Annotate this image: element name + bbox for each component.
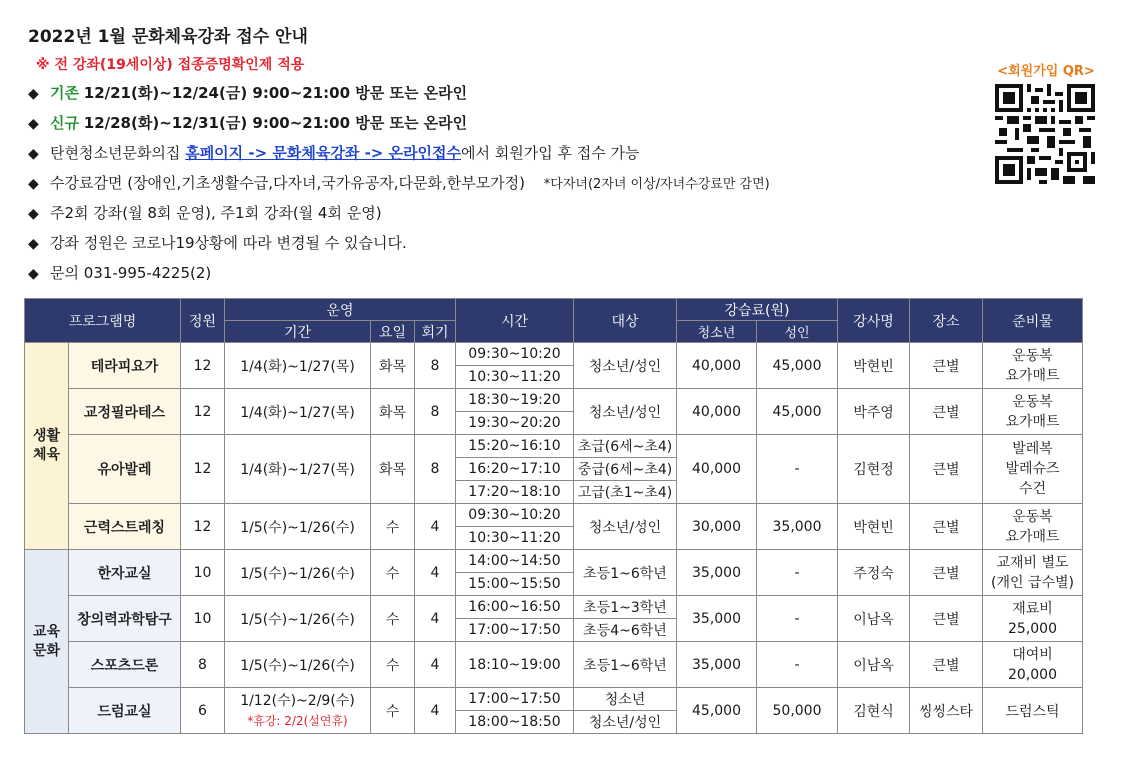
- instructor-cell: 박현빈: [838, 504, 910, 550]
- place-cell: 큰별: [910, 550, 983, 596]
- fee-adult-cell: 45,000: [757, 389, 838, 435]
- table-row: [25, 642, 1083, 688]
- sessions-cell: 8: [415, 343, 456, 389]
- table-row: [25, 343, 1083, 366]
- instructor-cell: 박현빈: [838, 343, 910, 389]
- fee-adult-cell: -: [757, 550, 838, 596]
- day-cell: 화목: [371, 435, 415, 504]
- fee-adult-cell: -: [757, 596, 838, 642]
- program-name: 유아발레: [69, 435, 181, 504]
- qr-label: <회원가입 QR>: [997, 64, 1095, 79]
- table-row: [25, 596, 1083, 619]
- instructor-cell: 김현정: [838, 435, 910, 504]
- schedule-info-line: [28, 198, 988, 228]
- header-instructor: 강사명: [838, 299, 910, 343]
- place-cell: 큰별: [910, 642, 983, 688]
- table-row: [25, 389, 1083, 412]
- period-cell: 1/5(수)~1/26(수): [225, 504, 371, 550]
- place-cell: 큰별: [910, 389, 983, 435]
- time-cell: 15:20~16:10: [456, 435, 574, 458]
- day-cell: 수: [371, 504, 415, 550]
- fee-youth-cell: 35,000: [677, 596, 757, 642]
- capacity-info-line: [28, 228, 988, 258]
- period-cell: 1/5(수)~1/26(수): [225, 642, 371, 688]
- new-label: 신규: [50, 114, 79, 132]
- supplies-cell: 운동복 요가매트: [983, 504, 1083, 550]
- header-supplies: 준비물: [983, 299, 1083, 343]
- time-cell: 10:30~11:20: [456, 527, 574, 550]
- program-name: 창의력과학탐구: [69, 596, 181, 642]
- header-program: 프로그램명: [25, 299, 181, 343]
- header-day: 요일: [371, 321, 415, 343]
- new-period: 12/28(화)~12/31(금) 9:00~21:00 방문 또는 온라인: [83, 114, 468, 132]
- contact-line: [28, 258, 988, 288]
- header-time: 시간: [456, 299, 574, 343]
- period-cell: 1/4(화)~1/27(목): [225, 389, 371, 435]
- schedule-info: 주2회 강좌(월 8회 운영), 주1회 강좌(월 4회 운영): [50, 204, 382, 222]
- place-cell: 큰별: [910, 435, 983, 504]
- day-cell: 화목: [371, 343, 415, 389]
- fee-youth-cell: 45,000: [677, 688, 757, 734]
- program-name: 한자교실: [69, 550, 181, 596]
- target-cell: 고급(초1~초4): [574, 481, 677, 504]
- capacity-cell: 6: [181, 688, 225, 734]
- time-cell: 09:30~10:20: [456, 343, 574, 366]
- online-registration-line: [28, 138, 988, 168]
- table-row: [25, 550, 1083, 573]
- supplies-cell: 운동복 요가매트: [983, 389, 1083, 435]
- diamond-bullet-icon: ◆: [28, 206, 39, 222]
- table-row: [25, 504, 1083, 527]
- diamond-bullet-icon: ◆: [28, 86, 39, 102]
- day-cell: 수: [371, 596, 415, 642]
- target-cell: 초등1~6학년: [574, 550, 677, 596]
- target-cell: 초등1~3학년: [574, 596, 677, 619]
- existing-registration-line: [28, 78, 988, 108]
- instructor-cell: 박주영: [838, 389, 910, 435]
- vaccine-notice: ※ 전 강좌(19세이상) 접종증명확인제 적용: [36, 57, 305, 73]
- time-cell: 18:30~19:20: [456, 389, 574, 412]
- target-cell: 초등1~6학년: [574, 642, 677, 688]
- header-fee-youth: 청소년: [677, 321, 757, 343]
- qr-code-icon[interactable]: [995, 84, 1095, 184]
- supplies-cell: 발레복 발레슈즈 수건: [983, 435, 1083, 504]
- new-registration-line: [28, 108, 988, 138]
- header-fee-adult: 성인: [757, 321, 838, 343]
- notice-header: [28, 22, 988, 288]
- supplies-cell: 대여비 20,000: [983, 642, 1083, 688]
- time-cell: 17:00~17:50: [456, 688, 574, 711]
- program-name: 스포츠드론: [69, 642, 181, 688]
- header-period: 기간: [225, 321, 371, 343]
- instructor-cell: 김현식: [838, 688, 910, 734]
- sessions-cell: 4: [415, 504, 456, 550]
- diamond-bullet-icon: ◆: [28, 266, 39, 282]
- place-cell: 씽씽스타: [910, 688, 983, 734]
- program-schedule-table: [24, 298, 1083, 734]
- fee-adult-cell: 35,000: [757, 504, 838, 550]
- day-cell: 수: [371, 550, 415, 596]
- time-cell: 16:00~16:50: [456, 596, 574, 619]
- diamond-bullet-icon: ◆: [28, 116, 39, 132]
- discount-line: [28, 168, 988, 198]
- fee-youth-cell: 40,000: [677, 389, 757, 435]
- period-cell: 1/4(화)~1/27(목): [225, 343, 371, 389]
- target-cell: 청소년: [574, 688, 677, 711]
- site-suffix: 에서 회원가입 후 접수 가능: [461, 144, 640, 162]
- supplies-cell: 드럼스틱: [983, 688, 1083, 734]
- capacity-cell: 10: [181, 550, 225, 596]
- time-cell: 17:20~18:10: [456, 481, 574, 504]
- target-cell: 초급(6세~초4): [574, 435, 677, 458]
- header-capacity: 정원: [181, 299, 225, 343]
- period-cell: 1/12(수)~2/9(수) *휴강: 2/2(설연휴): [225, 688, 371, 734]
- header-operation: 운영: [225, 299, 456, 321]
- header-target: 대상: [574, 299, 677, 343]
- day-cell: 화목: [371, 389, 415, 435]
- homepage-link[interactable]: 홈페이지 -> 문화체육강좌 -> 온라인접수: [185, 144, 462, 162]
- sessions-cell: 4: [415, 550, 456, 596]
- table-row: [25, 688, 1083, 711]
- fee-adult-cell: 45,000: [757, 343, 838, 389]
- site-prefix: 탄현청소년문화의집: [50, 144, 181, 162]
- fee-adult-cell: 50,000: [757, 688, 838, 734]
- diamond-bullet-icon: ◆: [28, 176, 39, 192]
- header-sessions: 회기: [415, 321, 456, 343]
- fee-youth-cell: 40,000: [677, 435, 757, 504]
- period-cell: 1/5(수)~1/26(수): [225, 550, 371, 596]
- sessions-cell: 4: [415, 688, 456, 734]
- fee-youth-cell: 40,000: [677, 343, 757, 389]
- category-sports: 생활 체육: [25, 343, 69, 550]
- header-fee: 강습료(원): [677, 299, 838, 321]
- instructor-cell: 이남옥: [838, 642, 910, 688]
- discount-text: 수강료감면 (장애인,기초생활수급,다자녀,국가유공자,다문화,한부모가정): [50, 174, 526, 192]
- existing-period: 12/21(화)~12/24(금) 9:00~21:00 방문 또는 온라인: [83, 84, 468, 102]
- time-cell: 18:10~19:00: [456, 642, 574, 688]
- capacity-cell: 12: [181, 343, 225, 389]
- fee-youth-cell: 35,000: [677, 550, 757, 596]
- place-cell: 큰별: [910, 343, 983, 389]
- time-cell: 16:20~17:10: [456, 458, 574, 481]
- day-cell: 수: [371, 688, 415, 734]
- time-cell: 15:00~15:50: [456, 573, 574, 596]
- fee-adult-cell: -: [757, 435, 838, 504]
- capacity-info: 강좌 정원은 코로나19상황에 따라 변경될 수 있습니다.: [50, 234, 407, 252]
- fee-youth-cell: 35,000: [677, 642, 757, 688]
- program-name: 테라피요가: [69, 343, 181, 389]
- category-education: 교육 문화: [25, 550, 69, 734]
- target-cell: 청소년/성인: [574, 504, 677, 550]
- discount-note: *다자녀(2자녀 이상/자녀수강료만 감면): [543, 177, 770, 192]
- target-cell: 청소년/성인: [574, 343, 677, 389]
- period-cell: 1/4(화)~1/27(목): [225, 435, 371, 504]
- target-cell: 초등4~6학년: [574, 619, 677, 642]
- diamond-bullet-icon: ◆: [28, 146, 39, 162]
- fee-adult-cell: -: [757, 642, 838, 688]
- capacity-cell: 10: [181, 596, 225, 642]
- table-row: [25, 435, 1083, 458]
- sessions-cell: 4: [415, 596, 456, 642]
- place-cell: 큰별: [910, 504, 983, 550]
- existing-label: 기존: [50, 84, 79, 102]
- target-cell: 청소년/성인: [574, 389, 677, 435]
- time-cell: 18:00~18:50: [456, 711, 574, 734]
- page-title: 2022년 1월 문화체육강좌 접수 안내: [28, 27, 308, 47]
- diamond-bullet-icon: ◆: [28, 236, 39, 252]
- time-cell: 14:00~14:50: [456, 550, 574, 573]
- time-cell: 09:30~10:20: [456, 504, 574, 527]
- day-cell: 수: [371, 642, 415, 688]
- capacity-cell: 8: [181, 642, 225, 688]
- sessions-cell: 4: [415, 642, 456, 688]
- time-cell: 10:30~11:20: [456, 366, 574, 389]
- instructor-cell: 주정숙: [838, 550, 910, 596]
- target-cell: 중급(6세~초4): [574, 458, 677, 481]
- supplies-cell: 운동복 요가매트: [983, 343, 1083, 389]
- place-cell: 큰별: [910, 596, 983, 642]
- capacity-cell: 12: [181, 389, 225, 435]
- fee-youth-cell: 30,000: [677, 504, 757, 550]
- instructor-cell: 이남옥: [838, 596, 910, 642]
- time-cell: 19:30~20:20: [456, 412, 574, 435]
- sessions-cell: 8: [415, 389, 456, 435]
- sessions-cell: 8: [415, 435, 456, 504]
- capacity-cell: 12: [181, 435, 225, 504]
- supplies-cell: 교재비 별도 (개인 급수별): [983, 550, 1083, 596]
- contact-info: 문의 031-995-4225(2): [50, 264, 212, 282]
- time-cell: 17:00~17:50: [456, 619, 574, 642]
- holiday-note: *휴강: 2/2(설연휴): [247, 713, 348, 728]
- capacity-cell: 12: [181, 504, 225, 550]
- program-name: 근력스트레칭: [69, 504, 181, 550]
- supplies-cell: 재료비 25,000: [983, 596, 1083, 642]
- program-name: 교정필라테스: [69, 389, 181, 435]
- period-cell: 1/5(수)~1/26(수): [225, 596, 371, 642]
- header-place: 장소: [910, 299, 983, 343]
- target-cell: 청소년/성인: [574, 711, 677, 734]
- program-name: 드럼교실: [69, 688, 181, 734]
